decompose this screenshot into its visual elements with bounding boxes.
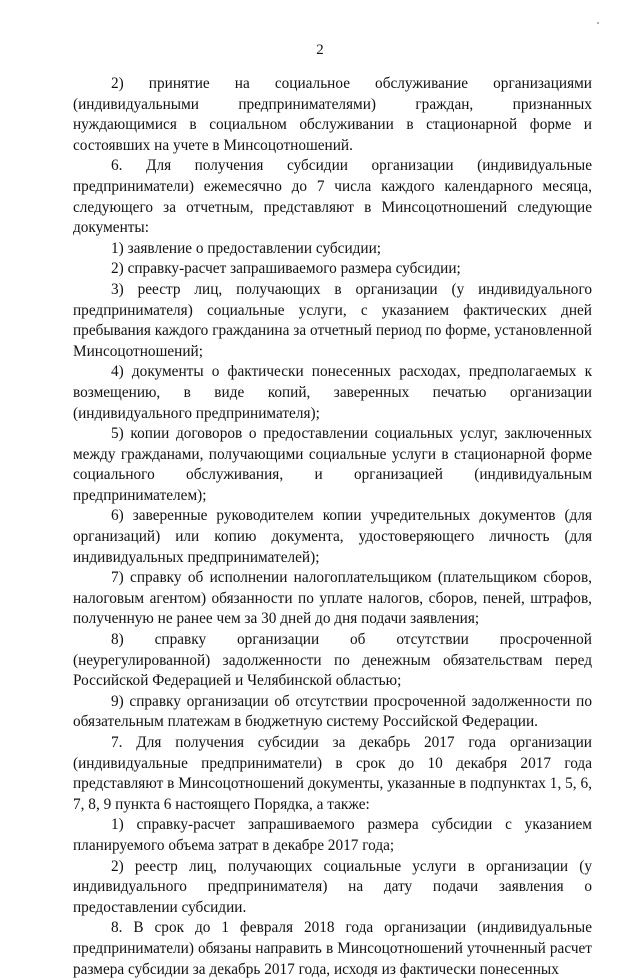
paragraph-item-2-admission: 2) принятие на социальное обслуживание организациями (индивидуальными предпринимателями) граждан, признанных нуждающимися в социальном обслуживании в стационарной форме и состоявших на учете в Минсоцотношений. bbox=[73, 75, 592, 154]
paragraph-doc-5: 5) копии договоров о предоставлении социальных услуг, заключенных между гражданами, получающими социальные услуги в стационарной форме социального обслуживания, и организацией (индивидуальным предпринимателем); bbox=[73, 425, 592, 504]
paragraph-doc-1: 1) заявление о предоставлении субсидии; bbox=[111, 239, 382, 257]
paragraph-doc-4: 4) документы о фактически понесенных расходах, предполагаемых к возмещению, в виде копий, заверенных печатью организации (индивидуального предпринимателя); bbox=[73, 363, 592, 422]
paragraph-section-8: 8. В срок до 1 февраля 2018 года организации (индивидуальные предприниматели) обязаны направить в Минсоцотношений уточненный расчет размера субсидии за декабрь 2017 года, исходя из фактически понесенных bbox=[73, 919, 592, 978]
page-number: 2 bbox=[316, 42, 324, 58]
paragraph-doc-7: 7) справку об исполнении налогоплательщиком (плательщиком сборов, налоговым агентом) обязанности по уплате налогов, сборов, пеней, штрафов, полученную не ранее чем за 30 дней до дня подачи заявления; bbox=[73, 569, 592, 628]
paragraph-doc-6: 6) заверенные руководителем копии учредительных документов (для организаций) или копию документа, удостоверяющего личность (для индивидуальных предпринимателей); bbox=[73, 507, 592, 566]
paragraph-section-7: 7. Для получения субсидии за декабрь 2017 года организации (индивидуальные предприниматели) в срок до 10 декабря 2017 года представляют в Минсоцотношений документы, указанные в подпунктах 1, 5, 6, 7, 8, 9 пункта 6 настоящего Порядка, а также: bbox=[73, 734, 592, 813]
paragraph-doc-8: 8) справку организации об отсутствии просроченной (неурегулированной) задолженности по денежным обязательствам перед Российской Федерацией и Челябинской областью; bbox=[73, 631, 592, 690]
paragraph-doc-3: 3) реестр лиц, получающих в организации (у индивидуального предпринимателя) социальные услуги, с указанием фактических дней пребывания каждого гражданина за отчетный период по форме, установленной Минсоцотношений; bbox=[73, 280, 592, 360]
paragraph-doc-2: 2) справку-расчет запрашиваемого размера субсидии; bbox=[111, 260, 461, 278]
paragraph-s7-item-2: 2) реестр лиц, получающих социальные услуги в организации (у индивидуального предпринимателя) на дату подачи заявления о предоставлении субсидии. bbox=[73, 857, 592, 916]
document-body bbox=[73, 74, 592, 980]
paragraph-section-6: 6. Для получения субсидии организации (индивидуальные предприниматели) ежемесячно до 7 числа каждого календарного месяца, следующего за отчетным, представляют в Минсоцотношений следующие документы: bbox=[73, 157, 592, 237]
paragraph-doc-9: 9) справку организации об отсутствии просроченной задолженности по обязательным платежам в бюджетную систему Российской Федерации. bbox=[73, 692, 592, 731]
paragraph-s7-item-1: 1) справку-расчет запрашиваемого размера субсидии с указанием планируемого объема затрат в декабре 2017 года; bbox=[73, 816, 592, 854]
scan-speck bbox=[597, 22, 599, 24]
